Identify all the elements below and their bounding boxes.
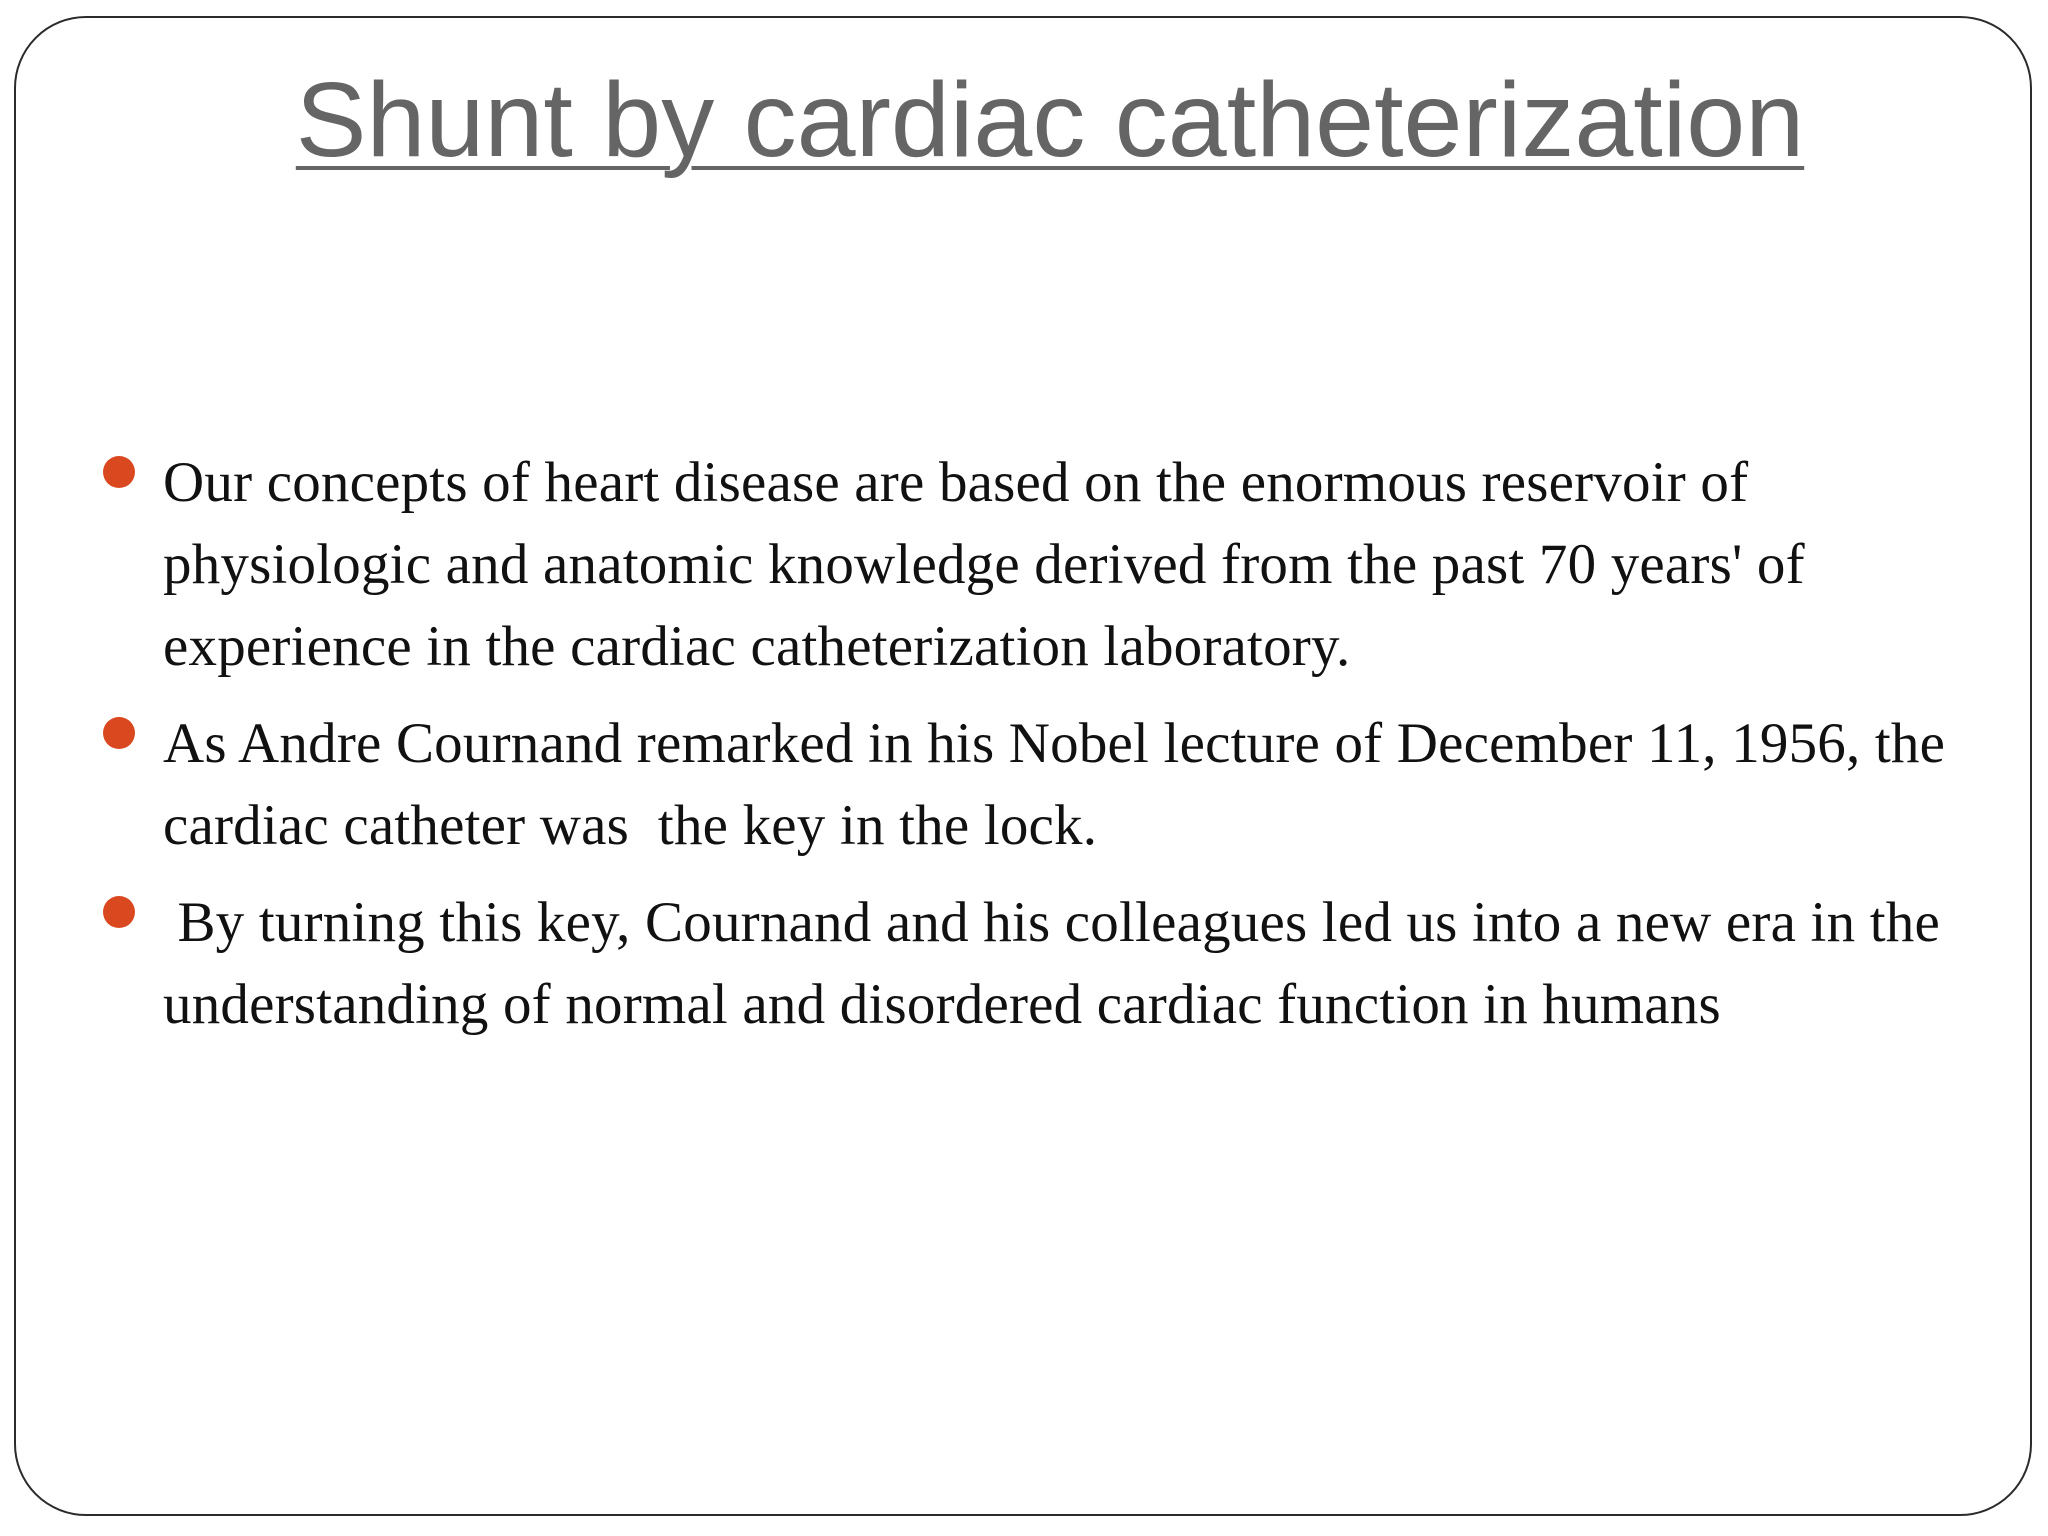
bullet-text: By turning this key, Cournand and his colleagues led us into a new era in the understanding of normal and disordered cardiac function in humans [163, 891, 1955, 1036]
slide-title [0, 62, 2048, 179]
bullet-item [103, 442, 1983, 688]
bullet-list [103, 442, 1983, 1061]
bullet-dot-icon [103, 456, 135, 488]
bullet-text: Our concepts of heart disease are based on the enormous reservoir of physiologic and anatomic knowledge derived from the past 70 years' of experience in the cardiac catheterization laboratory. [163, 451, 1820, 678]
slide-title-text: Shunt by cardiac catheterization [295, 61, 1805, 179]
bullet-item [103, 703, 1983, 867]
bullet-text: As Andre Cournand remarked in his Nobel lecture of December 11, 1956, the cardiac catheter was the key in the lock. [163, 712, 1960, 857]
bullet-item [103, 882, 1983, 1046]
bullet-dot-icon [103, 896, 135, 928]
bullet-dot-icon [103, 717, 135, 749]
